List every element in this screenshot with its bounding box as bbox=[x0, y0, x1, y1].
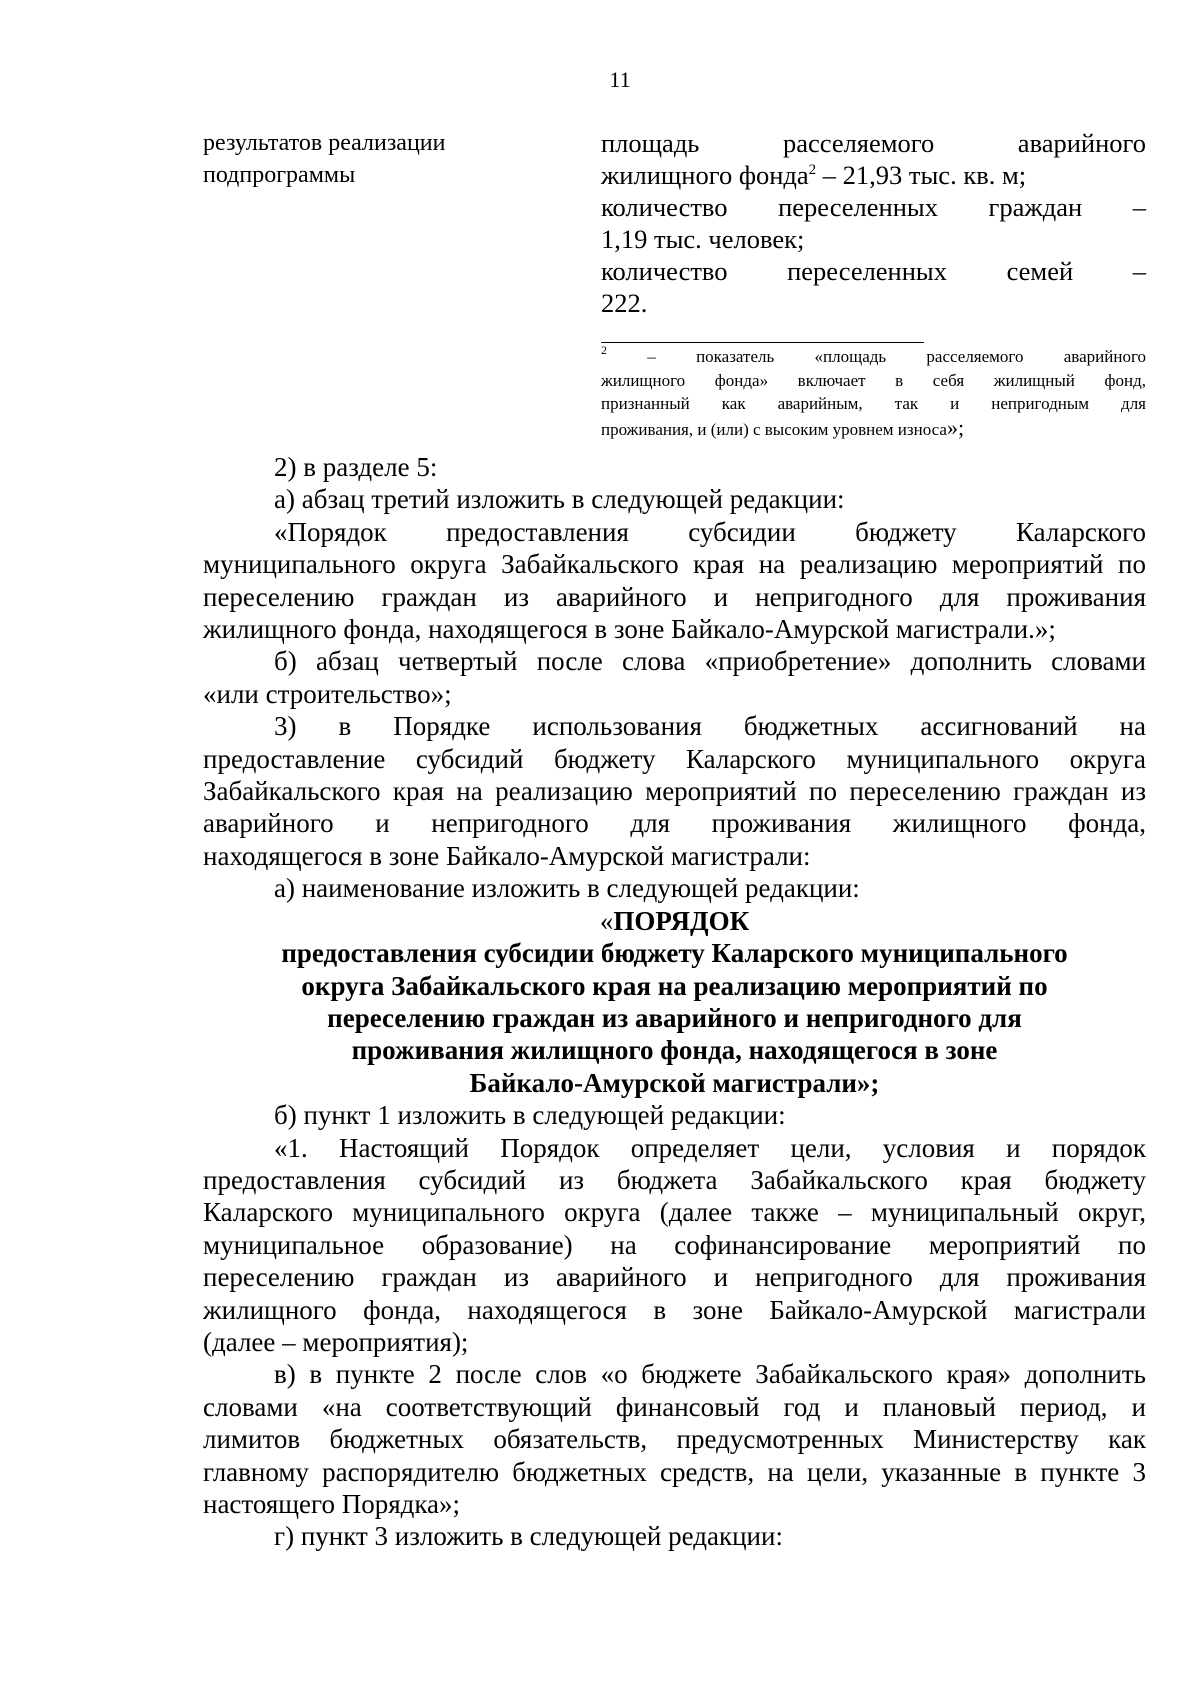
order-title-line: предоставления субсидии бюджету Каларского муниципального bbox=[281, 938, 1068, 969]
order-title-line: Байкало-Амурской магистрали»; bbox=[469, 1067, 880, 1098]
paragraph-line: муниципальное образование) на софинансирование мероприятий по bbox=[203, 1229, 1146, 1260]
table-right-cell bbox=[601, 127, 1146, 319]
indicator-line: 222. bbox=[601, 288, 648, 318]
indicator-line: количество переселенных граждан – bbox=[601, 192, 1146, 222]
footnote-line: проживания, и (или) с высоким уровнем износа»; bbox=[601, 414, 965, 440]
paragraph-line: а) наименование изложить в следующей редакции: bbox=[274, 873, 860, 904]
paragraph-line: аварийного и непригодного для проживания жилищного фонда, bbox=[203, 808, 1146, 839]
table-left-line: результатов реализации bbox=[203, 130, 446, 156]
body-section bbox=[203, 1099, 1146, 1553]
order-title-line: переселению граждан из аварийного и непригодного для bbox=[327, 1002, 1022, 1033]
paragraph-line: переселению граждан из аварийного и непригодного для проживания bbox=[203, 1262, 1146, 1293]
paragraph-line: Каларского муниципального округа (далее также – муниципальный округ, bbox=[203, 1197, 1146, 1228]
footnote-line: $^2$ – показатель «площадь расселяемого аварийного bbox=[601, 343, 1146, 366]
paragraph-line: переселению граждан из аварийного и непригодного для проживания bbox=[203, 581, 1146, 612]
paragraph-line: находящегося в зоне Байкало-Амурской магистрали: bbox=[203, 840, 811, 871]
paragraph-line: главному распорядителю бюджетных средств, на цели, указанные в пункте 3 bbox=[203, 1456, 1146, 1487]
order-title-line: проживания жилищного фонда, находящегося в зоне bbox=[351, 1035, 998, 1066]
table-left-line: подпрограммы bbox=[203, 162, 356, 188]
paragraph-line: предоставления субсидий из бюджета Забайкальского края бюджету bbox=[203, 1164, 1146, 1195]
paragraph-line: словами «на соответствующий финансовый год и плановый период, и bbox=[203, 1391, 1146, 1422]
footnote-line: признанный как аварийным, так и непригодным для bbox=[601, 394, 1146, 413]
paragraph-line: б) пункт 1 изложить в следующей редакции: bbox=[274, 1100, 786, 1131]
indicator-line: жилищного фонда$^2$ – 21,93 тыс. кв. м; bbox=[601, 160, 1027, 190]
paragraph-line: 2) в разделе 5: bbox=[274, 452, 438, 482]
footnote-ref: 2 bbox=[808, 162, 817, 178]
paragraph-line: предоставление субсидий бюджету Каларского муниципального округа bbox=[203, 743, 1146, 774]
paragraph-line: Забайкальского края на реализацию мероприятий по переселению граждан из bbox=[203, 776, 1146, 807]
order-title-line: округа Забайкальского края на реализацию мероприятий по bbox=[301, 970, 1048, 1001]
indicator-line: 1,19 тыс. человек; bbox=[601, 224, 805, 254]
indicator-line: количество переселенных семей – bbox=[601, 256, 1146, 286]
paragraph-line: «или строительство»; bbox=[203, 678, 452, 709]
paragraph-line: «1. Настоящий Порядок определяет цели, условия и порядок bbox=[274, 1132, 1146, 1163]
paragraph-line: в) в пункте 2 после слов «о бюджете Забайкальского края» дополнить bbox=[274, 1359, 1146, 1390]
paragraph-line: лимитов бюджетных обязательств, предусмотренных Министерству как bbox=[203, 1424, 1146, 1455]
paragraph-line: настоящего Порядка»; bbox=[203, 1489, 461, 1519]
page-number: 11 bbox=[609, 67, 631, 92]
footnote-line: жилищного фонда» включает в себя жилищный фонд, bbox=[601, 370, 1146, 390]
paragraph-line: (далее – мероприятия); bbox=[203, 1326, 469, 1357]
footnote-divider bbox=[601, 342, 924, 343]
table-left-cell bbox=[203, 127, 543, 191]
order-title bbox=[203, 905, 1146, 1099]
paragraph-line: жилищного фонда, находящегося в зоне Байкало-Амурской магистрали bbox=[203, 1294, 1146, 1325]
paragraph-line: а) абзац третий изложить в следующей редакции: bbox=[274, 484, 845, 515]
indicator-line: площадь расселяемого аварийного bbox=[601, 128, 1146, 158]
paragraph-line: «Порядок предоставления субсидии бюджету Каларского bbox=[274, 516, 1146, 547]
footnote bbox=[601, 342, 1146, 441]
paragraph-line: б) абзац четвертый после слова «приобретение» дополнить словами bbox=[274, 646, 1146, 677]
document-body bbox=[203, 451, 1146, 1553]
footnote-mark: 2 bbox=[601, 343, 607, 357]
body-section bbox=[203, 451, 1146, 905]
order-title-heading: «ПОРЯДОК bbox=[599, 905, 750, 936]
paragraph-line: жилищного фонда, находящегося в зоне Байкало-Амурской магистрали.»; bbox=[203, 614, 1056, 645]
paragraph-line: г) пункт 3 изложить в следующей редакции: bbox=[274, 1521, 783, 1552]
paragraph-line: 3) в Порядке использования бюджетных ассигнований на bbox=[274, 711, 1146, 742]
paragraph-line: муниципального округа Забайкальского края на реализацию мероприятий по bbox=[203, 549, 1146, 580]
